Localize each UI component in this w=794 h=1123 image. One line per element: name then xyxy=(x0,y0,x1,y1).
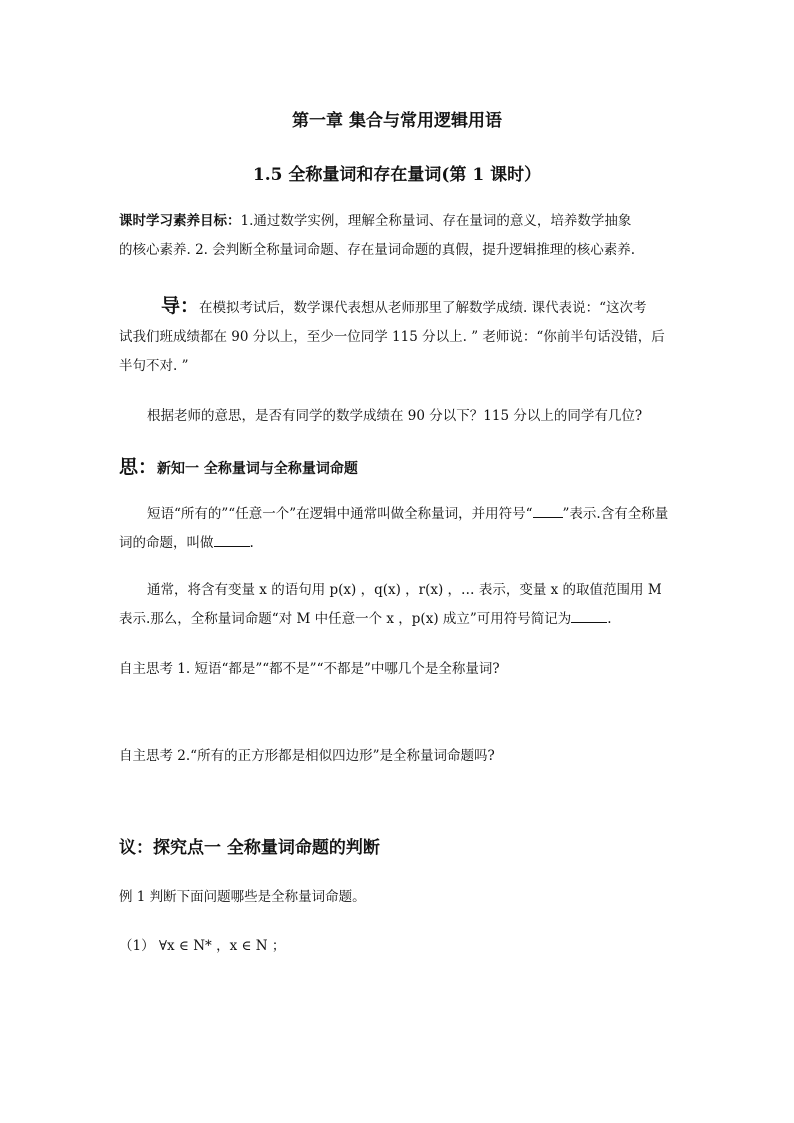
fill-blank-notation[interactable] xyxy=(571,608,607,623)
lesson-title: 1.5 全称量词和存在量词(第 1 课时） xyxy=(252,165,542,185)
think-section-heading xyxy=(119,453,679,484)
guide-line-3: 半句不对. ” xyxy=(119,358,189,374)
discuss-section-heading: 议：探究点一 全称量词命题的判断 xyxy=(119,838,380,858)
self-think-1: 自主思考 1. 短语“都是”“都不是”“不都是”中哪几个是全称量词? xyxy=(119,661,500,677)
fill-blank-symbol[interactable] xyxy=(533,503,563,518)
chapter-title: 第一章 集合与常用逻辑用语 xyxy=(292,111,502,131)
goals-label: 课时学习素养目标： xyxy=(119,213,241,229)
knowledge-paragraph-1 xyxy=(119,500,679,558)
knowledge-2-line-2a: 表示.那么，全称量词命题“对 M 中任意一个 x ，p(x) 成立”可用符号简记为 xyxy=(119,611,572,627)
think-label: 思： xyxy=(119,456,158,478)
knowledge-1-line-2a: 词的命题，叫做 xyxy=(119,535,214,551)
knowledge-paragraph-2 xyxy=(119,576,679,634)
guiding-question: 根据老师的意思，是否有同学的数学成绩在 90 分以下？115 分以上的同学有几位? xyxy=(147,408,643,424)
guide-label: 导： xyxy=(161,295,200,317)
knowledge-1-line-1b: ”表示.含有全称量 xyxy=(562,506,669,522)
example-1: 例 1 判断下面问题哪些是全称量词命题。 xyxy=(119,889,366,905)
goals-text-line-2: 的核心素养. 2. 会判断全称量词命题、存在量词命题的真假，提升逻辑推理的核心素养. xyxy=(119,242,636,258)
fill-blank-term[interactable] xyxy=(214,532,250,547)
guide-line-2: 试我们班成绩都在 90 分以上，至少一位同学 115 分以上. ” 老师说：“你前半句话没错，后 xyxy=(119,329,665,345)
knowledge-2-line-2b: . xyxy=(607,611,612,627)
self-think-2: 自主思考 2.“所有的正方形都是相似四边形”是全称量词命题吗? xyxy=(119,748,495,764)
guide-line-1: 在模拟考试后，数学课代表想从老师那里了解数学成绩. 课代表说：“这次考 xyxy=(199,300,647,316)
knowledge-1-line-2b: . xyxy=(249,535,254,551)
goals-text-line-1: 1.通过数学实例，理解全称量词、存在量词的意义，培养数学抽象 xyxy=(240,213,632,229)
guide-section xyxy=(119,292,679,381)
learning-goals xyxy=(119,207,679,265)
knowledge-2-line-1: 通常，将含有变量 x 的语句用 p(x) ，q(x) ，r(x) ，… 表示，变量 x 的取值范围用 M xyxy=(147,582,662,598)
knowledge-1-line-1a: 短语“所有的”“任意一个”在逻辑中通常叫做全称量词，并用符号“ xyxy=(147,506,533,522)
example-item-1: （1） ∀x ∈ N* ，x ∈ N ； xyxy=(119,938,286,954)
think-title: 新知一 全称量词与全称量词命题 xyxy=(157,461,358,477)
